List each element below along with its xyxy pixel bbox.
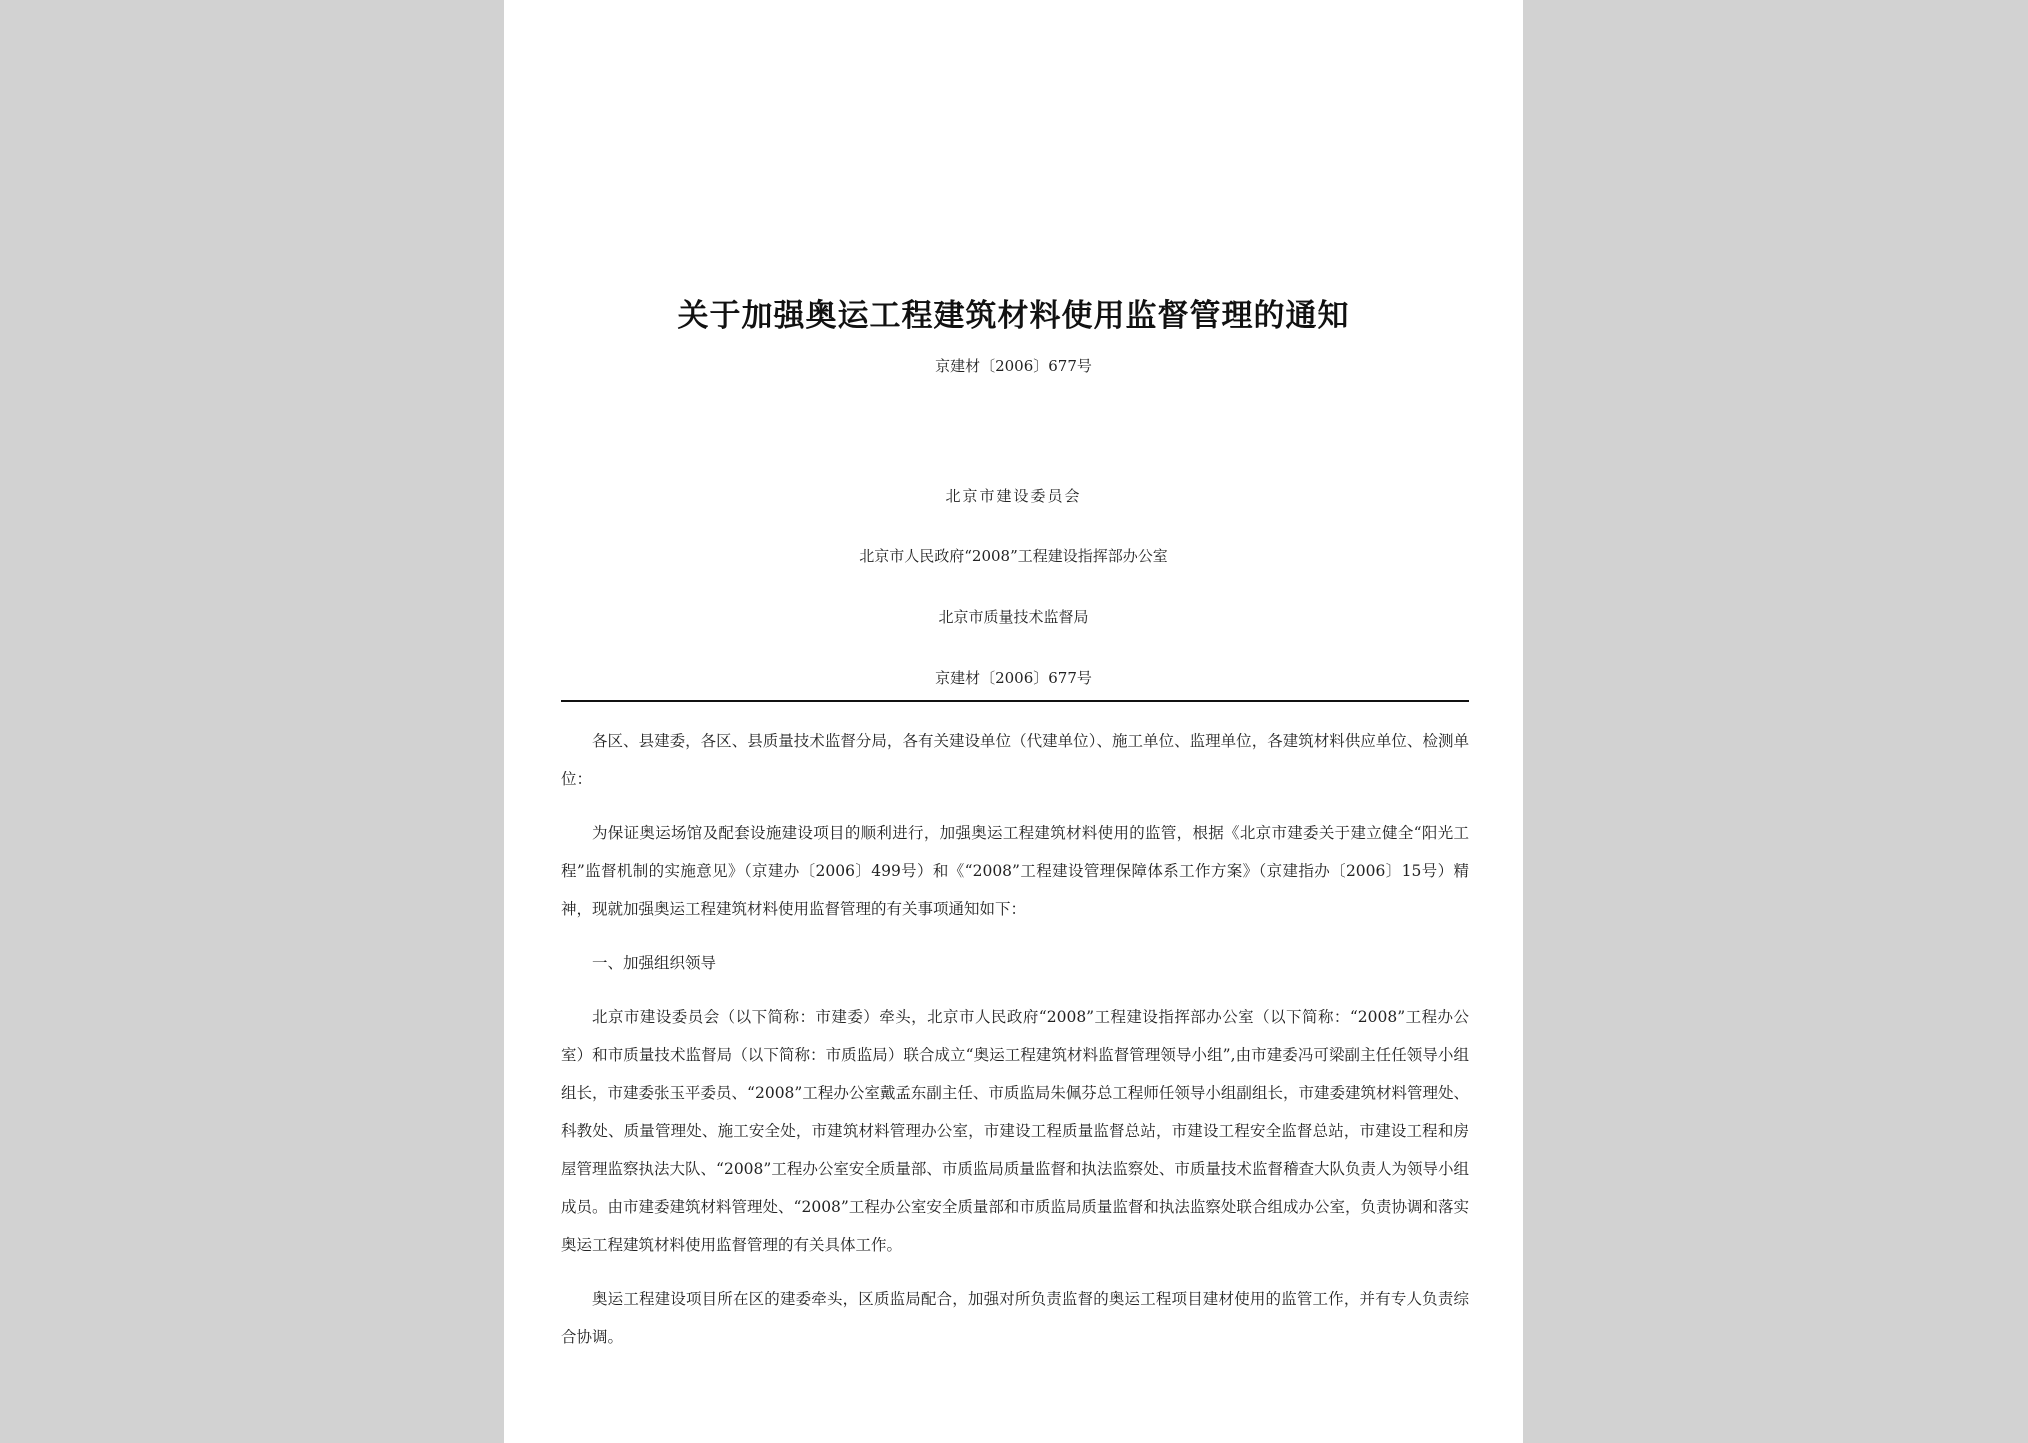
document-number-bottom: 京建材〔2006〕677号 [935, 669, 1092, 687]
purpose-paragraph: 为保证奥运场馆及配套设施建设项目的顺利进行，加强奥运工程建筑材料使用的监管，根据《北京市建委关于建立健全“阳光工程”监督机制的实施意见》（京建办〔2006〕499号）和《“2008”工程建设管理保障体系工作方案》（京建指办〔2006〕15号）精神，现就加强奥运工程建筑材料使用监督管理的有关事项通知如下： [561, 824, 1469, 918]
district-paragraph: 奥运工程建设项目所在区的建委牵头，区质监局配合，加强对所负责监督的奥运工程项目建材使用的监管工作，并有专人负责综合协调。 [561, 1290, 1469, 1346]
header-divider [561, 700, 1469, 702]
document-title: 关于加强奥运工程建筑材料使用监督管理的通知 [677, 298, 1350, 334]
document-body [561, 722, 1469, 1372]
addressee-paragraph: 各区、县建委，各区、县质量技术监督分局，各有关建设单位（代建单位）、施工单位、监理单位，各建筑材料供应单位、检测单位： [561, 732, 1469, 788]
organization-paragraph: 北京市建设委员会（以下简称：市建委）牵头，北京市人民政府“2008”工程建设指挥部办公室（以下简称：“2008”工程办公室）和市质量技术监督局（以下简称：市质监局）联合成立“奥运工程建筑材料监督管理领导小组”,由市建委冯可梁副主任任领导小组组长，市建委张玉平委员、“2008”工程办公室戴孟东副主任、市质监局朱佩芬总工程师任领导小组副组长，市建委建筑材料管理处、科教处、质量管理处、施工安全处，市建筑材料管理办公室，市建设工程质量监督总站，市建设工程安全监督总站，市建设工程和房屋管理监察执法大队、“2008”工程办公室安全质量部、市质监局质量监督和执法监察处、市质量技术监督稽查大队负责人为领导小组成员。由市建委建筑材料管理处、“2008”工程办公室安全质量部和市质监局质量监督和执法监察处联合组成办公室，负责协调和落实奥运工程建筑材料使用监督管理的有关具体工作。 [561, 1008, 1469, 1254]
section-heading: 一、加强组织领导 [592, 954, 717, 972]
issuer-quality-supervision-bureau: 北京市质量技术监督局 [938, 608, 1089, 626]
issuer-construction-commission: 北京市建设委员会 [945, 487, 1082, 505]
issuer-2008-project-office: 北京市人民政府“2008”工程建设指挥部办公室 [859, 547, 1168, 565]
document-number-top: 京建材〔2006〕677号 [935, 357, 1092, 375]
document-page [504, 0, 1523, 1443]
